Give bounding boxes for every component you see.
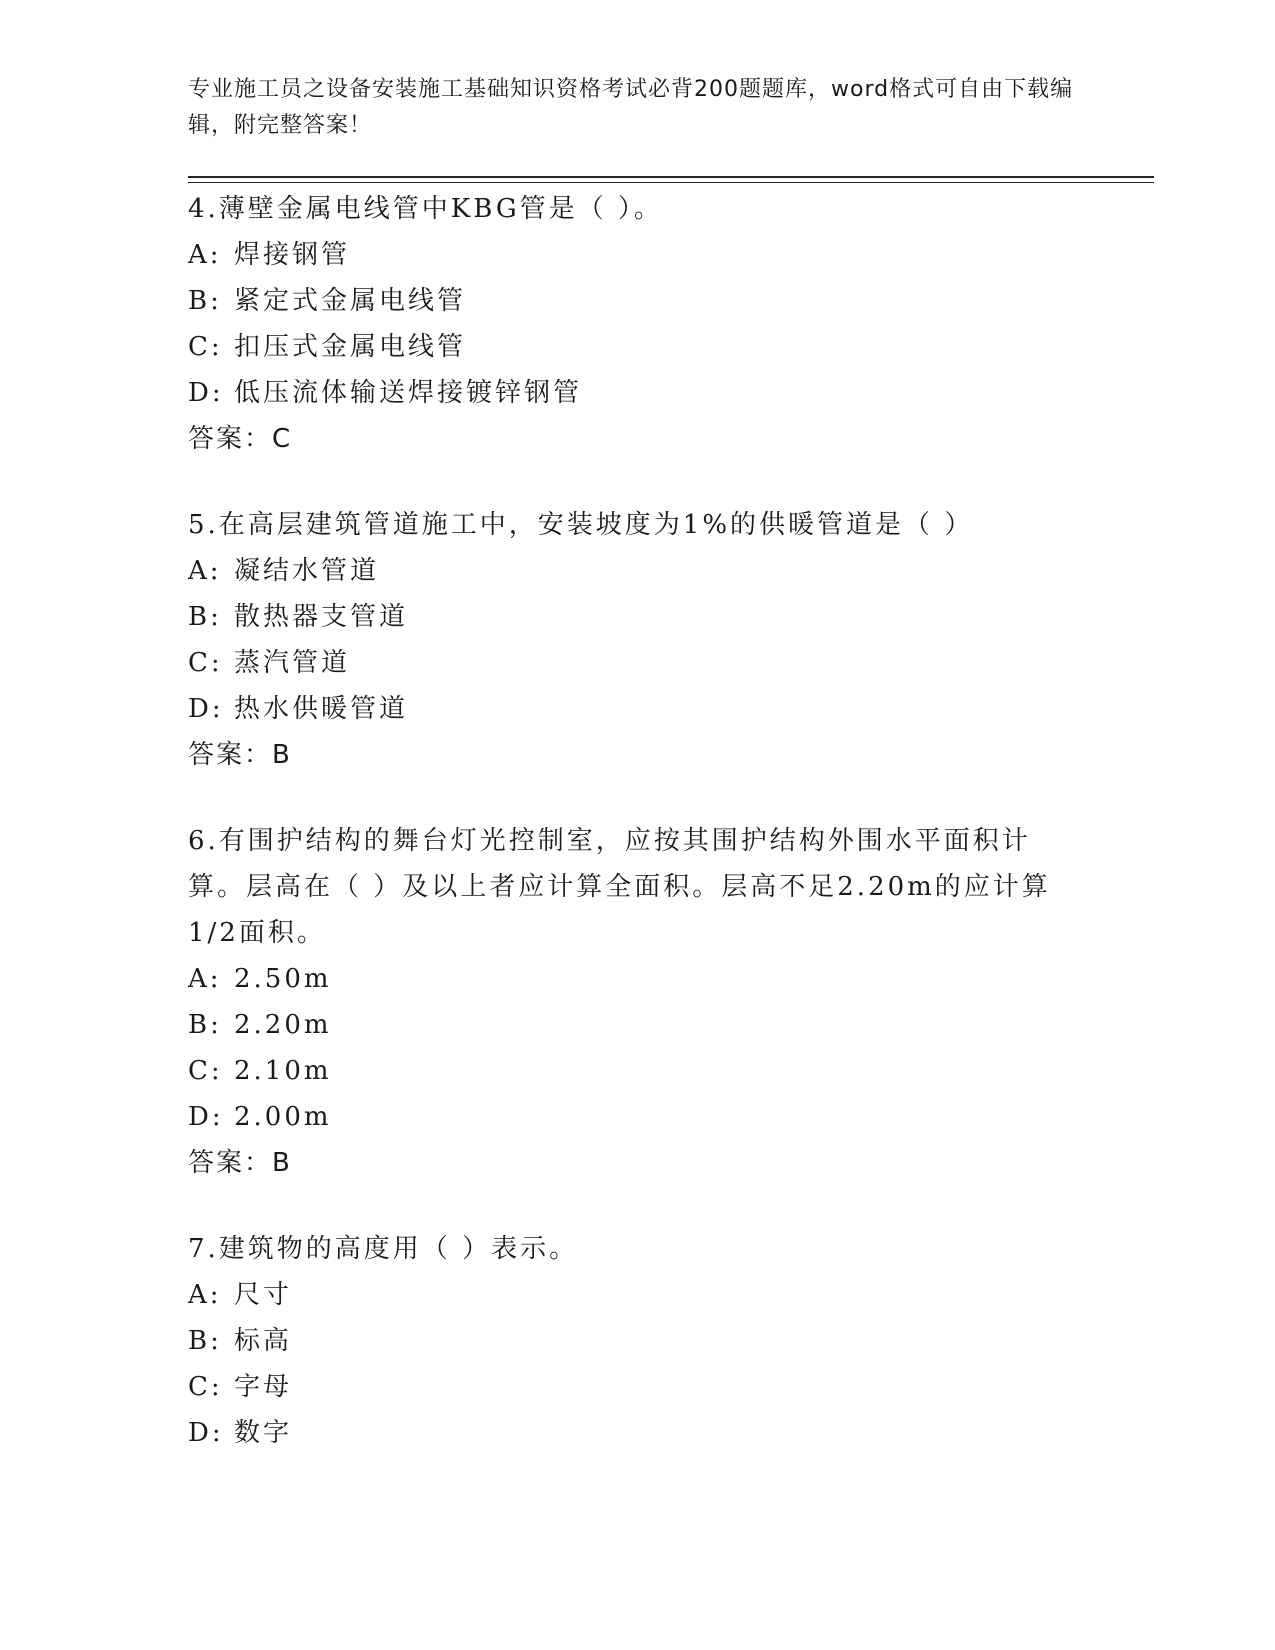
header-divider-thick bbox=[188, 176, 1154, 178]
option-a bbox=[188, 548, 1088, 594]
option-key: A: bbox=[188, 964, 222, 994]
option-text: 2.00m bbox=[234, 1102, 332, 1132]
option-key: B: bbox=[188, 602, 222, 632]
option-text: 数字 bbox=[234, 1418, 293, 1448]
option-a bbox=[188, 232, 1088, 278]
option-d bbox=[188, 1094, 1088, 1140]
option-d bbox=[188, 686, 1088, 732]
option-b bbox=[188, 1318, 1088, 1364]
option-text: 蒸汽管道 bbox=[234, 648, 351, 678]
option-key: B: bbox=[188, 286, 222, 316]
question-text: 4.薄壁金属电线管中KBG管是（ ）。 bbox=[188, 194, 663, 224]
question-text: 5.在高层建筑管道施工中，安装坡度为1%的供暖管道是（ ） bbox=[188, 510, 974, 540]
header-divider-thin bbox=[188, 182, 1154, 183]
option-key: C: bbox=[188, 332, 223, 362]
option-key: A: bbox=[188, 1280, 222, 1310]
question-4 bbox=[188, 186, 1088, 462]
option-key: C: bbox=[188, 1056, 223, 1086]
option-key: B: bbox=[188, 1326, 222, 1356]
option-text: 2.10m bbox=[234, 1056, 332, 1086]
option-key: D: bbox=[188, 1102, 224, 1132]
option-c bbox=[188, 1364, 1088, 1410]
option-text: 散热器支管道 bbox=[234, 602, 409, 632]
option-key: D: bbox=[188, 1418, 224, 1448]
option-text: 低压流体输送焊接镀锌钢管 bbox=[234, 378, 583, 408]
option-b bbox=[188, 278, 1088, 324]
answer: 答案：B bbox=[188, 1148, 292, 1178]
question-6 bbox=[188, 818, 1088, 1186]
option-d bbox=[188, 1410, 1088, 1456]
question-text: 6.有围护结构的舞台灯光控制室，应按其围护结构外围水平面积计算。层高在（ ）及以上者应计算全面积。层高不足2.20m的应计算1/2面积。 bbox=[188, 826, 1051, 948]
option-a bbox=[188, 1272, 1088, 1318]
answer: 答案：B bbox=[188, 740, 292, 770]
option-text: 2.20m bbox=[234, 1010, 332, 1040]
option-key: A: bbox=[188, 556, 222, 586]
question-5 bbox=[188, 502, 1088, 778]
option-text: 凝结水管道 bbox=[234, 556, 380, 586]
option-text: 2.50m bbox=[234, 964, 332, 994]
option-c bbox=[188, 1048, 1088, 1094]
option-text: 扣压式金属电线管 bbox=[234, 332, 467, 362]
option-text: 焊接钢管 bbox=[234, 240, 351, 270]
option-text: 标高 bbox=[234, 1326, 293, 1356]
option-text: 字母 bbox=[234, 1372, 293, 1402]
option-key: A: bbox=[188, 240, 222, 270]
option-b bbox=[188, 1002, 1088, 1048]
question-7 bbox=[188, 1226, 1088, 1456]
option-d bbox=[188, 370, 1088, 416]
option-key: D: bbox=[188, 378, 224, 408]
option-key: C: bbox=[188, 1372, 223, 1402]
question-text: 7.建筑物的高度用（ ）表示。 bbox=[188, 1234, 579, 1264]
option-text: 紧定式金属电线管 bbox=[234, 286, 467, 316]
option-key: B: bbox=[188, 1010, 222, 1040]
answer: 答案：C bbox=[188, 424, 293, 454]
option-key: C: bbox=[188, 648, 223, 678]
option-c bbox=[188, 640, 1088, 686]
option-text: 热水供暖管道 bbox=[234, 694, 409, 724]
option-c bbox=[188, 324, 1088, 370]
option-key: D: bbox=[188, 694, 224, 724]
document-header: 专业施工员之设备安装施工基础知识资格考试必背200题题库，word格式可自由下载编辑，附完整答案！ bbox=[188, 77, 1074, 138]
option-text: 尺寸 bbox=[234, 1280, 293, 1310]
option-a bbox=[188, 956, 1088, 1002]
option-b bbox=[188, 594, 1088, 640]
